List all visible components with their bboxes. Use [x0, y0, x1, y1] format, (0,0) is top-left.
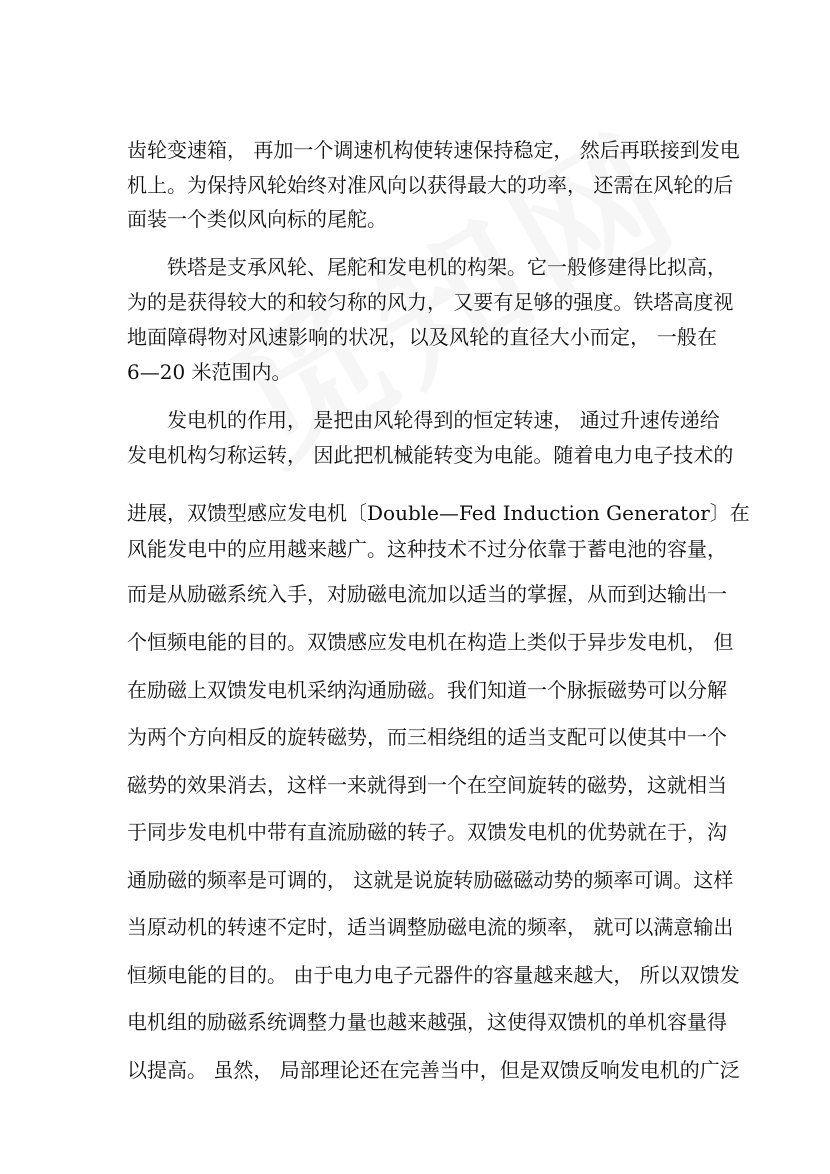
text-line: 进展，双馈型感应发电机〔Double—Fed Induction Generator〕在	[127, 501, 750, 525]
text-line: 机上。为保持风轮始终对准风向以获得最大的功率， 还需在风轮的后	[127, 173, 734, 197]
text-line: 在励磁上双馈发电机采纳沟通励磁。我们知道一个脉振磁势可以分解	[127, 678, 727, 702]
text-line: 于同步发电机中带有直流励磁的转子。双馈发电机的优势就在于，沟	[127, 820, 727, 844]
text-line: 磁势的效果消去，这样一来就得到一个在空间旋转的磁势，这就相当	[127, 773, 727, 797]
text-line: 当原动机的转速不定时，适当调整励磁电流的频率， 就可以满意输出	[127, 915, 734, 939]
text-line: 而是从励磁系统入手，对励磁电流加以适当的掌握，从而到达输出一	[127, 582, 727, 606]
text-line: 为的是获得较大的和较匀称的风力， 又要有足够的强度。铁塔高度视	[127, 290, 734, 314]
text-line: 风能发电中的应用越来越广。这种技术不过分依靠于蓄电池的容量，	[127, 537, 727, 561]
text-line: 为两个方向相反的旋转磁势，而三相绕组的适当支配可以使其中一个	[127, 725, 727, 749]
text-line: 发电机的作用， 是把由风轮得到的恒定转速， 通过升速传递给	[167, 408, 720, 432]
text-line: 发电机构匀称运转， 因此把机械能转变为电能。随着电力电子技术的	[127, 443, 734, 467]
text-line: 6—20 米范围内。	[127, 360, 292, 384]
text-line: 电机组的励磁系统调整力量也越来越强，这使得双馈机的单机容量得	[127, 1010, 727, 1034]
text-line: 齿轮变速箱， 再加一个调速机构使转速保持稳定， 然后再联接到发电	[127, 138, 740, 162]
text-line: 恒频电能的目的。 由于电力电子元器件的容量越来越大， 所以双馈发	[127, 963, 740, 987]
text-line: 铁塔是支承风轮、尾舵和发电机的构架。它一般修建得比拟高，	[167, 255, 727, 279]
text-line: 以提高。 虽然， 局部理论还在完善当中，但是双馈反响发电机的广泛	[127, 1058, 740, 1082]
text-line: 个恒频电能的目的。双馈感应发电机在构造上类似于异步发电机， 但	[127, 630, 734, 654]
text-line: 地面障碍物对风速影响的状况，以及风轮的直径大小而定， 一般在	[127, 325, 717, 349]
text-line: 通励磁的频率是可调的， 这就是说旋转励磁磁动势的频率可调。这样	[127, 868, 734, 892]
text-line: 面装一个类似风向标的尾舵。	[127, 207, 387, 231]
